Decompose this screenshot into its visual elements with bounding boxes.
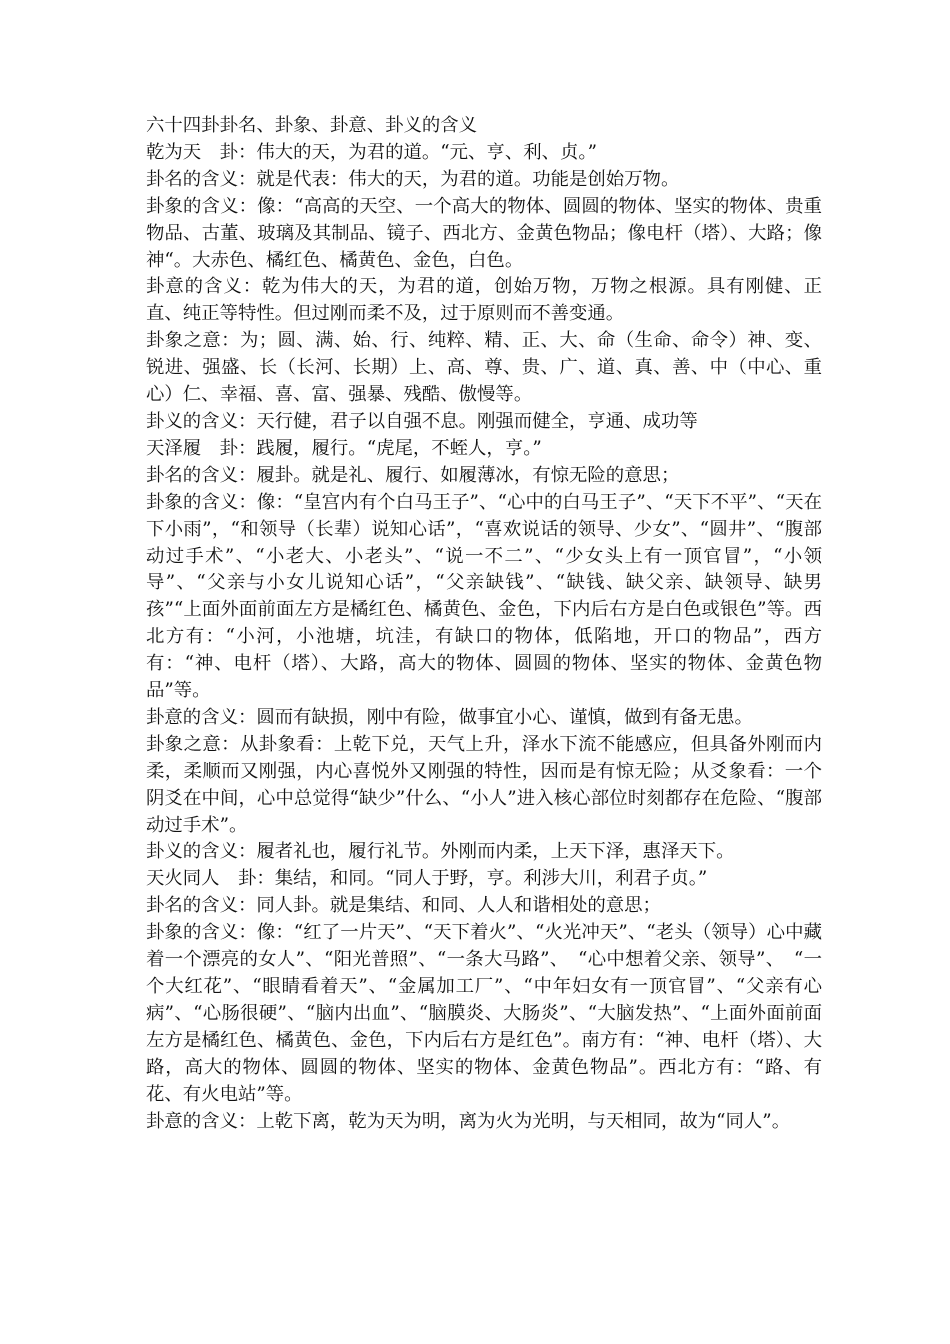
paragraph: 卦意的含义：上乾下离，乾为天为明，离为火为光明，与天相同，故为“同人”。 bbox=[146, 1110, 791, 1132]
hexagram-lv-heading: 天泽履 卦：践履，履行。“虎尾，不蛭人，亨。” bbox=[146, 437, 542, 459]
document-title: 六十四卦卦名、卦象、卦意、卦义的含义 bbox=[146, 115, 478, 136]
paragraph: 卦象之意：从卦象看：上乾下兑，天气上升，泽水下流不能感应，但具备外刚而内柔，柔顺而又刚强，内心喜悦外又刚强的特性，因而是有惊无险；从爻象看：一个阴爻在中间，心中总觉得“缺少”什么、“小人”进入核心部位时刻都存在危险、“腹部动过手术”。 bbox=[146, 733, 822, 836]
paragraph: 卦名的含义：就是代表：伟大的天，为君的道。功能是创始万物。 bbox=[146, 168, 680, 190]
paragraph: 卦义的含义：天行健，君子以自强不息。刚强而健全，亨通、成功等 bbox=[146, 410, 698, 432]
paragraph: 卦象的含义：像：“皇宫内有个白马王子”、“心中的白马王子”、“天下不平”、“天在下小雨”，“和领导（长辈）说知心话”，“喜欢说话的领导、少女”、“圆井”、“腹部动过手术”、“小老大、小老头”、“说一不二”、“少女头上有一顶官冒”，“小领导”、“父亲与小女儿说知心话”，“父亲缺钱”、“缺钱、缺父亲、缺领导、缺男孩”“上面外面前面左方是橘红色、橘黄色、金色，下内后右方是白色或银色”等。西北方有：“小河，小池塘，坑洼，有缺口的物体，低陷地，开口的物品”，西方有：“神、电杆（塔）、大路，高大的物体、圆圆的物体、坚实的物体、金黄色物品”等。 bbox=[146, 491, 822, 702]
hexagram-qian-heading: 乾为天 卦：伟大的天，为君的道。“元、亨、利、贞。” bbox=[146, 141, 597, 163]
paragraph: 卦名的含义：同人卦。就是集结、和同、人人和谐相处的意思； bbox=[146, 895, 661, 917]
paragraph: 卦意的含义：圆而有缺损，刚中有险，做事宜小心、谨慎，做到有备无患。 bbox=[146, 706, 753, 728]
paragraph: 卦象的含义：像：“高高的天空、一个高大的物体、圆圆的物体、坚实的物体、贵重物品、古董、玻璃及其制品、镜子、西北方、金黄色物品；像电杆（塔）、大路；像神“。大赤色、橘红色、橘黄色、金色，白色。 bbox=[146, 195, 822, 271]
document-page bbox=[146, 113, 822, 1135]
paragraph: 卦意的含义：乾为伟大的天，为君的道，创始万物，万物之根源。具有刚健、正直、纯正等特性。但过刚而柔不及，过于原则而不善变通。 bbox=[146, 276, 822, 325]
paragraph: 卦象的含义：像：“红了一片天”、“天下着火”、“火光冲天”、“老头（领导）心中藏着一个漂亮的女人”、“阳光普照”、“一条大马路”、 “心中想着父亲、领导”、 “一个大红花”、“眼睛看着天”、“金属加工厂”、“中年妇女有一顶官冒”、“父亲有心病”、“心肠很硬”、“脑内出血”、“脑膜炎、大肠炎”、“大脑发热”、“上面外面前面左方是橘红色、橘黄色、金色，下内后右方是红色”。南方有：“神、电杆（塔）、大路，高大的物体、圆圆的物体、坚实的物体、金黄色物品”。西北方有：“路、有花、有火电站”等。 bbox=[146, 922, 822, 1105]
paragraph: 卦名的含义：履卦。就是礼、履行、如履薄冰，有惊无险的意思； bbox=[146, 464, 680, 486]
paragraph: 卦义的含义：履者礼也，履行礼节。外刚而内柔，上天下泽，惠泽天下。 bbox=[146, 841, 735, 863]
paragraph: 卦象之意：为；圆、满、始、行、纯粹、精、正、大、命（生命、命令）神、变、锐进、强盛、长（长河、长期）上、高、尊、贵、广、道、真、善、中（中心、重心）仁、幸福、喜、富、强暴、残酷、傲慢等。 bbox=[146, 330, 822, 406]
hexagram-tongren-heading: 天火同人 卦：集结，和同。“同人于野，亨。利涉大川，利君子贞。” bbox=[146, 868, 708, 890]
